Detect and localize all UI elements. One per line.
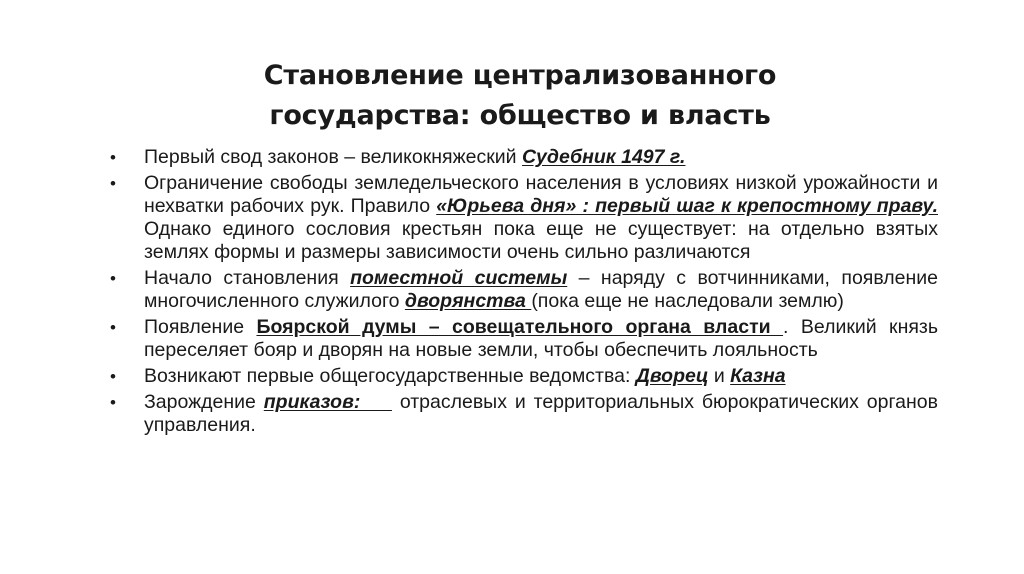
bullet-dot-icon: •	[110, 174, 116, 193]
title-line-1: Становление централизованного	[263, 60, 777, 91]
bullet-item: • Первый свод законов – великокняжеский Судебник 1497 г.	[110, 146, 686, 168]
yuriev-day-term: «Юрьева дня» : первый шаг к крепостному праву.	[436, 195, 938, 217]
bullet-item: • Появление Боярской думы – совещательного органа власти . Великий князь переселяет бояр и дворян на новые земли, чтобы обеспечить лояльность	[110, 316, 939, 361]
bullet-item: • Зарождение приказов: отраслевых и территориальных бюрократических органов управления.	[110, 391, 938, 436]
sudebnik-term: Судебник 1497 г.	[521, 146, 686, 168]
slide-title	[90, 56, 950, 136]
pomestnaya-system-term: поместной системы	[350, 267, 568, 289]
bullet-dot-icon: •	[110, 269, 116, 288]
bullet-item: • Возникают первые общегосударственные ведомства: Дворец и Казна	[110, 365, 786, 387]
bullet-dot-icon: •	[110, 148, 116, 167]
kazna-term: Казна	[730, 365, 786, 387]
dvoryanstvo-term: дворянства	[404, 290, 532, 312]
bullet-item: • Начало становления поместной системы – наряду с вотчинниками, появление многочисленного служилого дворянства (пока еще не наследовали землю)	[110, 267, 938, 312]
dvorets-term: Дворец	[635, 365, 709, 387]
prikazy-term: приказов:	[263, 391, 392, 413]
boyar-duma-term: Боярской думы – совещательного органа власти	[256, 316, 784, 338]
title-line-2: государства: общество и власть	[269, 100, 771, 131]
bullet-dot-icon: •	[110, 318, 116, 337]
bullet-item: • Ограничение свободы земледельческого населения в условиях низкой урожайности и нехватки рабочих рук. Правило «Юрьева дня» : первый шаг к крепостному праву. Однако единого сословия крестьян пока еще не существует: на отдельно взятых землях формы и размеры зависимости очень сильно различаются	[110, 172, 938, 263]
bullet-dot-icon: •	[110, 393, 116, 412]
bullet-list	[100, 146, 938, 440]
bullet-dot-icon: •	[110, 367, 116, 386]
